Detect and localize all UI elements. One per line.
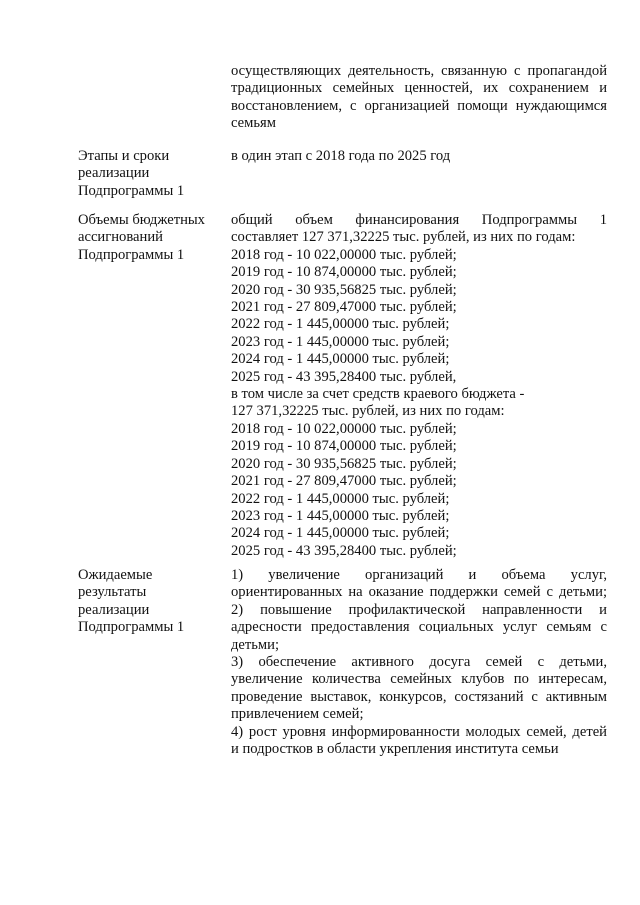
- year-amount-line: 2021 год - 27 809,47000 тыс. рублей;: [231, 473, 457, 490]
- year-amount-line: 2024 год - 1 445,00000 тыс. рублей;: [231, 525, 450, 542]
- year-amount-line: 2019 год - 10 874,00000 тыс. рублей;: [231, 264, 457, 281]
- results-label: [78, 567, 218, 637]
- label-line: Подпрограммы 1: [78, 182, 185, 199]
- text-line: общий объем финансирования Подпрограммы 1: [231, 212, 607, 228]
- text-line: увеличение количества семейных клубов по интересам,: [231, 671, 607, 688]
- year-amount-line: 2018 год - 10 022,00000 тыс. рублей;: [231, 420, 457, 437]
- text-line: в том числе за счет средств краевого бюджета -: [231, 386, 525, 403]
- continuation-text: [231, 63, 607, 133]
- text-line: в один этап с 2018 года по 2025 год: [231, 148, 451, 164]
- text-line: 127 371,32225 тыс. рублей, из них по годам:: [231, 403, 505, 420]
- year-amount-line: 2023 год - 1 445,00000 тыс. рублей;: [231, 507, 450, 524]
- label-line: реализации: [78, 165, 150, 182]
- year-amount-line: 2023 год - 1 445,00000 тыс. рублей;: [231, 333, 450, 350]
- text-line: традиционных семейных ценностей, их сохранением и: [231, 80, 607, 97]
- text-line: семьям: [231, 115, 276, 132]
- year-amount-line: 2021 год - 27 809,47000 тыс. рублей;: [231, 299, 457, 316]
- label-line: Подпрограммы 1: [78, 619, 185, 636]
- label-line: реализации: [78, 601, 150, 618]
- text-line: 4) рост уровня информированности молодых семей, детей: [231, 723, 607, 740]
- text-line: и подростков в области укрепления института семьи: [231, 741, 559, 758]
- budget-value: [231, 212, 607, 560]
- text-line: 3) обеспечение активного досуга семей с детьми,: [231, 654, 607, 671]
- label-line: Объемы бюджетных: [78, 212, 205, 228]
- text-line: адресности предоставления социальных услуг семьям с: [231, 619, 607, 636]
- year-amount-line: 2022 год - 1 445,00000 тыс. рублей;: [231, 490, 450, 507]
- text-line: детьми;: [231, 636, 280, 653]
- label-line: результаты: [78, 584, 147, 601]
- text-line: ориентированных на оказание поддержки семей с детьми;: [231, 584, 607, 601]
- label-line: Ожидаемые: [78, 567, 153, 583]
- text-line: восстановлением, с организацией помощи нуждающимся: [231, 97, 607, 114]
- year-amount-line: 2020 год - 30 935,56825 тыс. рублей;: [231, 281, 457, 298]
- stages-label: [78, 148, 218, 200]
- year-amount-line: 2024 год - 1 445,00000 тыс. рублей;: [231, 351, 450, 368]
- text-line: 2) повышение профилактической направленности и: [231, 601, 607, 618]
- stages-value: [231, 148, 607, 165]
- text-line: привлечением семей;: [231, 706, 364, 723]
- year-amount-line: 2019 год - 10 874,00000 тыс. рублей;: [231, 438, 457, 455]
- text-line: осуществляющих деятельность, связанную с пропагандой: [231, 63, 607, 79]
- year-amount-line: 2025 год - 43 395,28400 тыс. рублей,: [231, 368, 457, 385]
- label-line: Подпрограммы 1: [78, 246, 185, 263]
- budget-label: [78, 212, 218, 264]
- year-amount-line: 2022 год - 1 445,00000 тыс. рублей;: [231, 316, 450, 333]
- text-line: 1) увеличение организаций и объема услуг,: [231, 567, 607, 583]
- year-amount-line: 2018 год - 10 022,00000 тыс. рублей;: [231, 246, 457, 263]
- year-amount-line: 2020 год - 30 935,56825 тыс. рублей;: [231, 455, 457, 472]
- results-value: [231, 567, 607, 758]
- year-amount-line: 2025 год - 43 395,28400 тыс. рублей;: [231, 542, 457, 559]
- label-line: ассигнований: [78, 229, 163, 246]
- text-line: проведение выставок, конкурсов, состязаний с активным: [231, 688, 607, 705]
- label-line: Этапы и сроки: [78, 148, 170, 164]
- text-line: составляет 127 371,32225 тыс. рублей, из них по годам:: [231, 229, 576, 246]
